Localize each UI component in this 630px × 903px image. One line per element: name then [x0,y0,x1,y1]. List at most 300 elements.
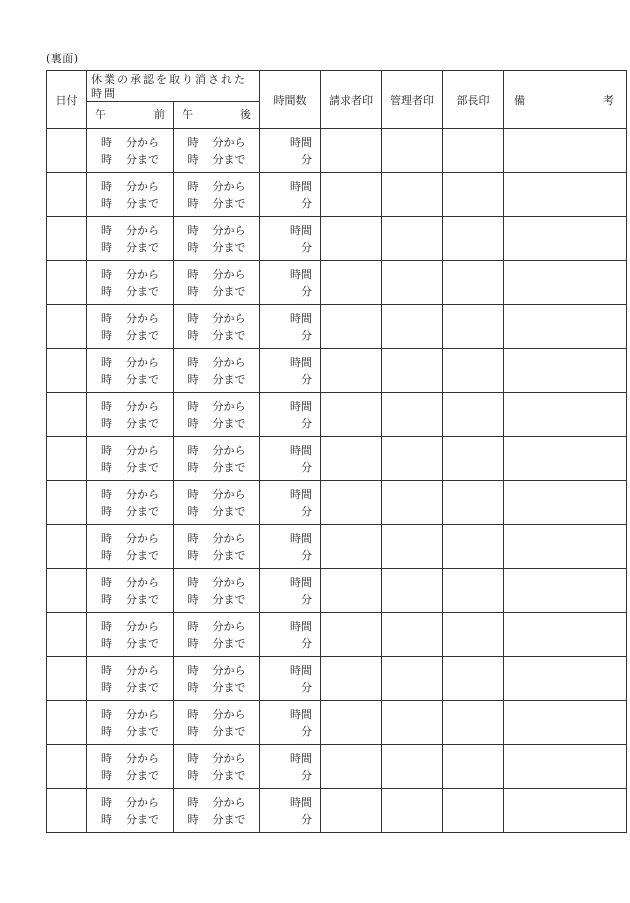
hours-cell[interactable] [260,305,321,349]
requester-seal-cell[interactable] [321,789,382,833]
hours-unit: 時間 [290,355,312,369]
pm-time-cell[interactable] [174,393,260,437]
until-line [87,151,173,168]
manager-seal-cell[interactable] [382,569,443,613]
am-header-right: 前 [154,108,165,121]
am-time-cell[interactable] [87,701,174,745]
table-row [47,481,627,525]
director-seal-cell[interactable] [443,129,504,173]
director-seal-cell[interactable] [443,745,504,789]
requester-seal-cell[interactable] [321,657,382,701]
am-time-cell[interactable] [87,657,174,701]
hours-header: 時間数 [260,71,321,129]
table-row [47,305,627,349]
hours-cell[interactable] [260,525,321,569]
from-label: 分から [212,399,246,413]
from-label: 分から [212,311,246,325]
minutes-unit: 分 [301,460,312,474]
hour-label: 時 [187,751,199,765]
pm-time-cell[interactable] [174,613,260,657]
from-label: 分から [212,223,246,237]
hour-label: 時 [101,179,112,193]
table-row [47,349,627,393]
manager-seal-cell[interactable] [382,173,443,217]
hours-cell[interactable] [260,261,321,305]
am-time-cell[interactable] [87,789,174,833]
minutes-unit: 分 [301,196,312,210]
from-line [87,618,173,635]
hour-label: 時 [187,416,199,430]
hour-label: 時 [187,196,199,210]
hour-label: 時 [187,135,199,149]
pm-time-cell[interactable] [174,481,260,525]
remarks-cell[interactable] [504,393,627,437]
manager-seal-cell[interactable] [382,393,443,437]
date-cell[interactable] [47,173,87,217]
hour-label: 時 [101,372,112,386]
hour-label: 時 [187,355,199,369]
until-line [174,283,259,300]
until-label: 分まで [126,812,159,826]
hour-label: 時 [187,328,199,342]
from-label: 分から [126,267,159,281]
from-line [174,134,259,151]
hour-label: 時 [101,768,112,782]
pm-time-cell[interactable] [174,437,260,481]
director-seal-cell[interactable] [443,613,504,657]
table-row [47,613,627,657]
remarks-cell[interactable] [504,525,627,569]
until-line [174,591,259,608]
pm-time-cell[interactable] [174,349,260,393]
remarks-header-right: 考 [603,93,614,107]
pm-time-cell[interactable] [174,129,260,173]
requester-seal-cell[interactable] [321,261,382,305]
remarks-cell[interactable] [504,129,627,173]
hours-cell[interactable] [260,437,321,481]
requester-seal-cell[interactable] [321,393,382,437]
date-cell[interactable] [47,217,87,261]
from-line [87,310,173,327]
hour-label: 時 [187,443,199,457]
from-line [174,486,259,503]
director-seal-cell[interactable] [443,481,504,525]
requester-seal-cell[interactable] [321,173,382,217]
until-line [174,635,259,652]
date-cell[interactable] [47,481,87,525]
director-seal-cell[interactable] [443,789,504,833]
until-line [174,767,259,784]
remarks-cell[interactable] [504,349,627,393]
pm-time-cell[interactable] [174,789,260,833]
hours-cell[interactable] [260,569,321,613]
am-time-cell[interactable] [87,393,174,437]
from-line [87,222,173,239]
director-seal-cell[interactable] [443,305,504,349]
hour-label: 時 [101,443,112,457]
side-label: (裏面) [46,52,79,65]
until-line [87,767,173,784]
am-time-cell[interactable] [87,305,174,349]
hour-label: 時 [187,812,199,826]
director-seal-cell[interactable] [443,173,504,217]
hours-cell[interactable] [260,173,321,217]
table-row [47,437,627,481]
hour-label: 時 [101,548,112,562]
pm-time-cell[interactable] [174,701,260,745]
until-line [174,459,259,476]
table-row [47,217,627,261]
from-label: 分から [126,399,159,413]
from-line [174,222,259,239]
requester-seal-cell[interactable] [321,613,382,657]
am-time-cell[interactable] [87,525,174,569]
minutes-unit: 分 [301,548,312,562]
until-label: 分まで [126,152,159,166]
am-time-cell[interactable] [87,481,174,525]
hour-label: 時 [187,460,199,474]
manager-seal-cell[interactable] [382,305,443,349]
hour-label: 時 [101,619,112,633]
hours-cell[interactable] [260,657,321,701]
date-cell[interactable] [47,789,87,833]
date-cell[interactable] [47,393,87,437]
hour-label: 時 [101,795,112,809]
from-line [174,310,259,327]
until-label: 分まで [212,240,246,254]
am-time-cell[interactable] [87,217,174,261]
date-header: 日付 [47,71,87,129]
date-cell[interactable] [47,569,87,613]
minutes-unit: 分 [301,768,312,782]
hour-label: 時 [187,267,199,281]
am-header [87,102,174,129]
manager-seal-cell[interactable] [382,789,443,833]
from-label: 分から [126,751,159,765]
from-label: 分から [126,179,159,193]
manager-seal-cell[interactable] [382,261,443,305]
requester-seal-cell[interactable] [321,525,382,569]
hour-label: 時 [187,619,199,633]
hour-label: 時 [187,372,199,386]
hours-unit: 時間 [290,575,312,589]
from-line [87,266,173,283]
am-time-cell[interactable] [87,349,174,393]
hour-label: 時 [187,768,199,782]
manager-seal-cell[interactable] [382,701,443,745]
absence-cancellation-table [46,70,627,833]
hour-label: 時 [187,311,199,325]
date-cell[interactable] [47,613,87,657]
hour-label: 時 [187,240,199,254]
am-time-cell[interactable] [87,261,174,305]
until-line [174,723,259,740]
hour-label: 時 [187,284,199,298]
until-label: 分まで [212,152,246,166]
manager-seal-cell[interactable] [382,349,443,393]
hour-label: 時 [101,592,112,606]
manager-seal-cell[interactable] [382,481,443,525]
hour-label: 時 [187,548,199,562]
remarks-cell[interactable] [504,261,627,305]
from-label: 分から [126,223,159,237]
hours-unit: 時間 [290,531,312,545]
hours-cell[interactable] [260,613,321,657]
from-label: 分から [212,575,246,589]
hours-cell[interactable] [260,393,321,437]
requester-seal-cell[interactable] [321,481,382,525]
am-header-left: 午 [95,108,106,121]
from-line [87,486,173,503]
manager-seal-cell[interactable] [382,745,443,789]
until-label: 分まで [212,636,246,650]
table-row [47,657,627,701]
director-seal-cell[interactable] [443,437,504,481]
until-line [174,679,259,696]
until-line [174,811,259,828]
minutes-unit: 分 [301,152,312,166]
table-row [47,393,627,437]
pm-time-cell[interactable] [174,745,260,789]
date-cell[interactable] [47,745,87,789]
from-line [174,662,259,679]
from-label: 分から [126,311,159,325]
hours-unit: 時間 [290,223,312,237]
until-line [87,723,173,740]
hours-cell[interactable] [260,745,321,789]
until-line [87,591,173,608]
from-label: 分から [126,487,159,501]
until-line [87,459,173,476]
manager-seal-cell[interactable] [382,613,443,657]
hour-label: 時 [101,751,112,765]
remarks-cell[interactable] [504,657,627,701]
director-seal-cell[interactable] [443,569,504,613]
until-label: 分まで [212,548,246,562]
am-time-cell[interactable] [87,745,174,789]
hour-label: 時 [187,179,199,193]
am-time-cell[interactable] [87,129,174,173]
from-line [87,442,173,459]
manager-seal-cell[interactable] [382,657,443,701]
manager-seal-cell[interactable] [382,437,443,481]
hours-unit: 時間 [290,399,312,413]
remarks-cell[interactable] [504,481,627,525]
date-cell[interactable] [47,305,87,349]
minutes-unit: 分 [301,724,312,738]
director-seal-cell[interactable] [443,349,504,393]
hours-unit: 時間 [290,619,312,633]
table-row [47,173,627,217]
until-line [87,415,173,432]
pm-time-cell[interactable] [174,173,260,217]
date-cell[interactable] [47,701,87,745]
pm-time-cell[interactable] [174,217,260,261]
hour-label: 時 [101,680,112,694]
from-line [174,442,259,459]
until-label: 分まで [126,240,159,254]
until-label: 分まで [126,724,159,738]
hour-label: 時 [101,724,112,738]
remarks-cell[interactable] [504,173,627,217]
hours-unit: 時間 [290,751,312,765]
table-row [47,569,627,613]
until-line [174,195,259,212]
hours-cell[interactable] [260,789,321,833]
hour-label: 時 [101,152,112,166]
table-row [47,745,627,789]
until-line [87,811,173,828]
from-line [87,706,173,723]
requester-seal-cell[interactable] [321,349,382,393]
from-label: 分から [126,619,159,633]
from-line [87,354,173,371]
date-cell[interactable] [47,129,87,173]
hour-label: 時 [187,663,199,677]
from-label: 分から [126,531,159,545]
hour-label: 時 [101,135,112,149]
hour-label: 時 [101,487,112,501]
hours-unit: 時間 [290,135,312,149]
until-label: 分まで [212,812,246,826]
minutes-unit: 分 [301,812,312,826]
remarks-cell[interactable] [504,437,627,481]
requester-seal-cell[interactable] [321,745,382,789]
pm-time-cell[interactable] [174,525,260,569]
until-label: 分まで [212,592,246,606]
pm-time-cell[interactable] [174,261,260,305]
until-line [87,283,173,300]
from-label: 分から [212,795,246,809]
hour-label: 時 [187,636,199,650]
until-label: 分まで [212,724,246,738]
director-seal-cell[interactable] [443,657,504,701]
hour-label: 時 [187,531,199,545]
requester-seal-cell[interactable] [321,217,382,261]
from-line [174,266,259,283]
hours-unit: 時間 [290,267,312,281]
pm-time-cell[interactable] [174,657,260,701]
director-seal-cell[interactable] [443,217,504,261]
remarks-cell[interactable] [504,569,627,613]
manager-seal-cell[interactable] [382,217,443,261]
hour-label: 時 [187,399,199,413]
requester-seal-cell[interactable] [321,569,382,613]
date-cell[interactable] [47,349,87,393]
until-line [87,679,173,696]
until-label: 分まで [126,372,159,386]
director-seal-header: 部長印 [443,71,504,129]
until-line [87,635,173,652]
requester-seal-cell[interactable] [321,129,382,173]
hours-unit: 時間 [290,179,312,193]
until-label: 分まで [212,768,246,782]
hours-cell[interactable] [260,129,321,173]
remarks-cell[interactable] [504,217,627,261]
remarks-cell[interactable] [504,789,627,833]
director-seal-cell[interactable] [443,701,504,745]
from-line [174,794,259,811]
remarks-cell[interactable] [504,745,627,789]
requester-seal-cell[interactable] [321,305,382,349]
hour-label: 時 [101,460,112,474]
remarks-cell[interactable] [504,305,627,349]
minutes-unit: 分 [301,416,312,430]
hour-label: 時 [101,416,112,430]
requester-seal-header: 請求者印 [321,71,382,129]
from-label: 分から [212,355,246,369]
hour-label: 時 [187,504,199,518]
hour-label: 時 [187,152,199,166]
hour-label: 時 [187,223,199,237]
minutes-unit: 分 [301,592,312,606]
pm-time-cell[interactable] [174,569,260,613]
hours-cell[interactable] [260,701,321,745]
am-time-cell[interactable] [87,569,174,613]
director-seal-cell[interactable] [443,525,504,569]
date-cell[interactable] [47,437,87,481]
manager-seal-cell[interactable] [382,129,443,173]
until-label: 分まで [126,460,159,474]
until-label: 分まで [212,284,246,298]
requester-seal-cell[interactable] [321,437,382,481]
hours-unit: 時間 [290,795,312,809]
from-label: 分から [126,443,159,457]
until-label: 分まで [212,504,246,518]
until-label: 分まで [126,416,159,430]
hour-label: 時 [101,284,112,298]
from-line [174,530,259,547]
date-cell[interactable] [47,261,87,305]
am-time-cell[interactable] [87,173,174,217]
from-label: 分から [212,267,246,281]
hours-cell[interactable] [260,217,321,261]
hours-cell[interactable] [260,481,321,525]
requester-seal-cell[interactable] [321,701,382,745]
from-label: 分から [126,355,159,369]
until-line [87,195,173,212]
hour-label: 時 [101,311,112,325]
hours-cell[interactable] [260,349,321,393]
until-line [174,371,259,388]
cancel-time-header: 休業の承認を取り消された時間 [87,71,260,102]
from-line [174,706,259,723]
am-time-cell[interactable] [87,613,174,657]
from-line [174,354,259,371]
date-cell[interactable] [47,525,87,569]
from-line [174,398,259,415]
from-line [87,750,173,767]
remarks-cell[interactable] [504,613,627,657]
pm-header-right: 後 [240,108,251,121]
until-line [174,415,259,432]
director-seal-cell[interactable] [443,261,504,305]
remarks-cell[interactable] [504,701,627,745]
until-line [174,151,259,168]
manager-seal-cell[interactable] [382,525,443,569]
hour-label: 時 [101,267,112,281]
am-time-cell[interactable] [87,437,174,481]
table-row [47,701,627,745]
hour-label: 時 [187,575,199,589]
from-line [174,750,259,767]
date-cell[interactable] [47,657,87,701]
hours-unit: 時間 [290,487,312,501]
from-label: 分から [212,751,246,765]
director-seal-cell[interactable] [443,393,504,437]
pm-time-cell[interactable] [174,305,260,349]
from-label: 分から [212,663,246,677]
